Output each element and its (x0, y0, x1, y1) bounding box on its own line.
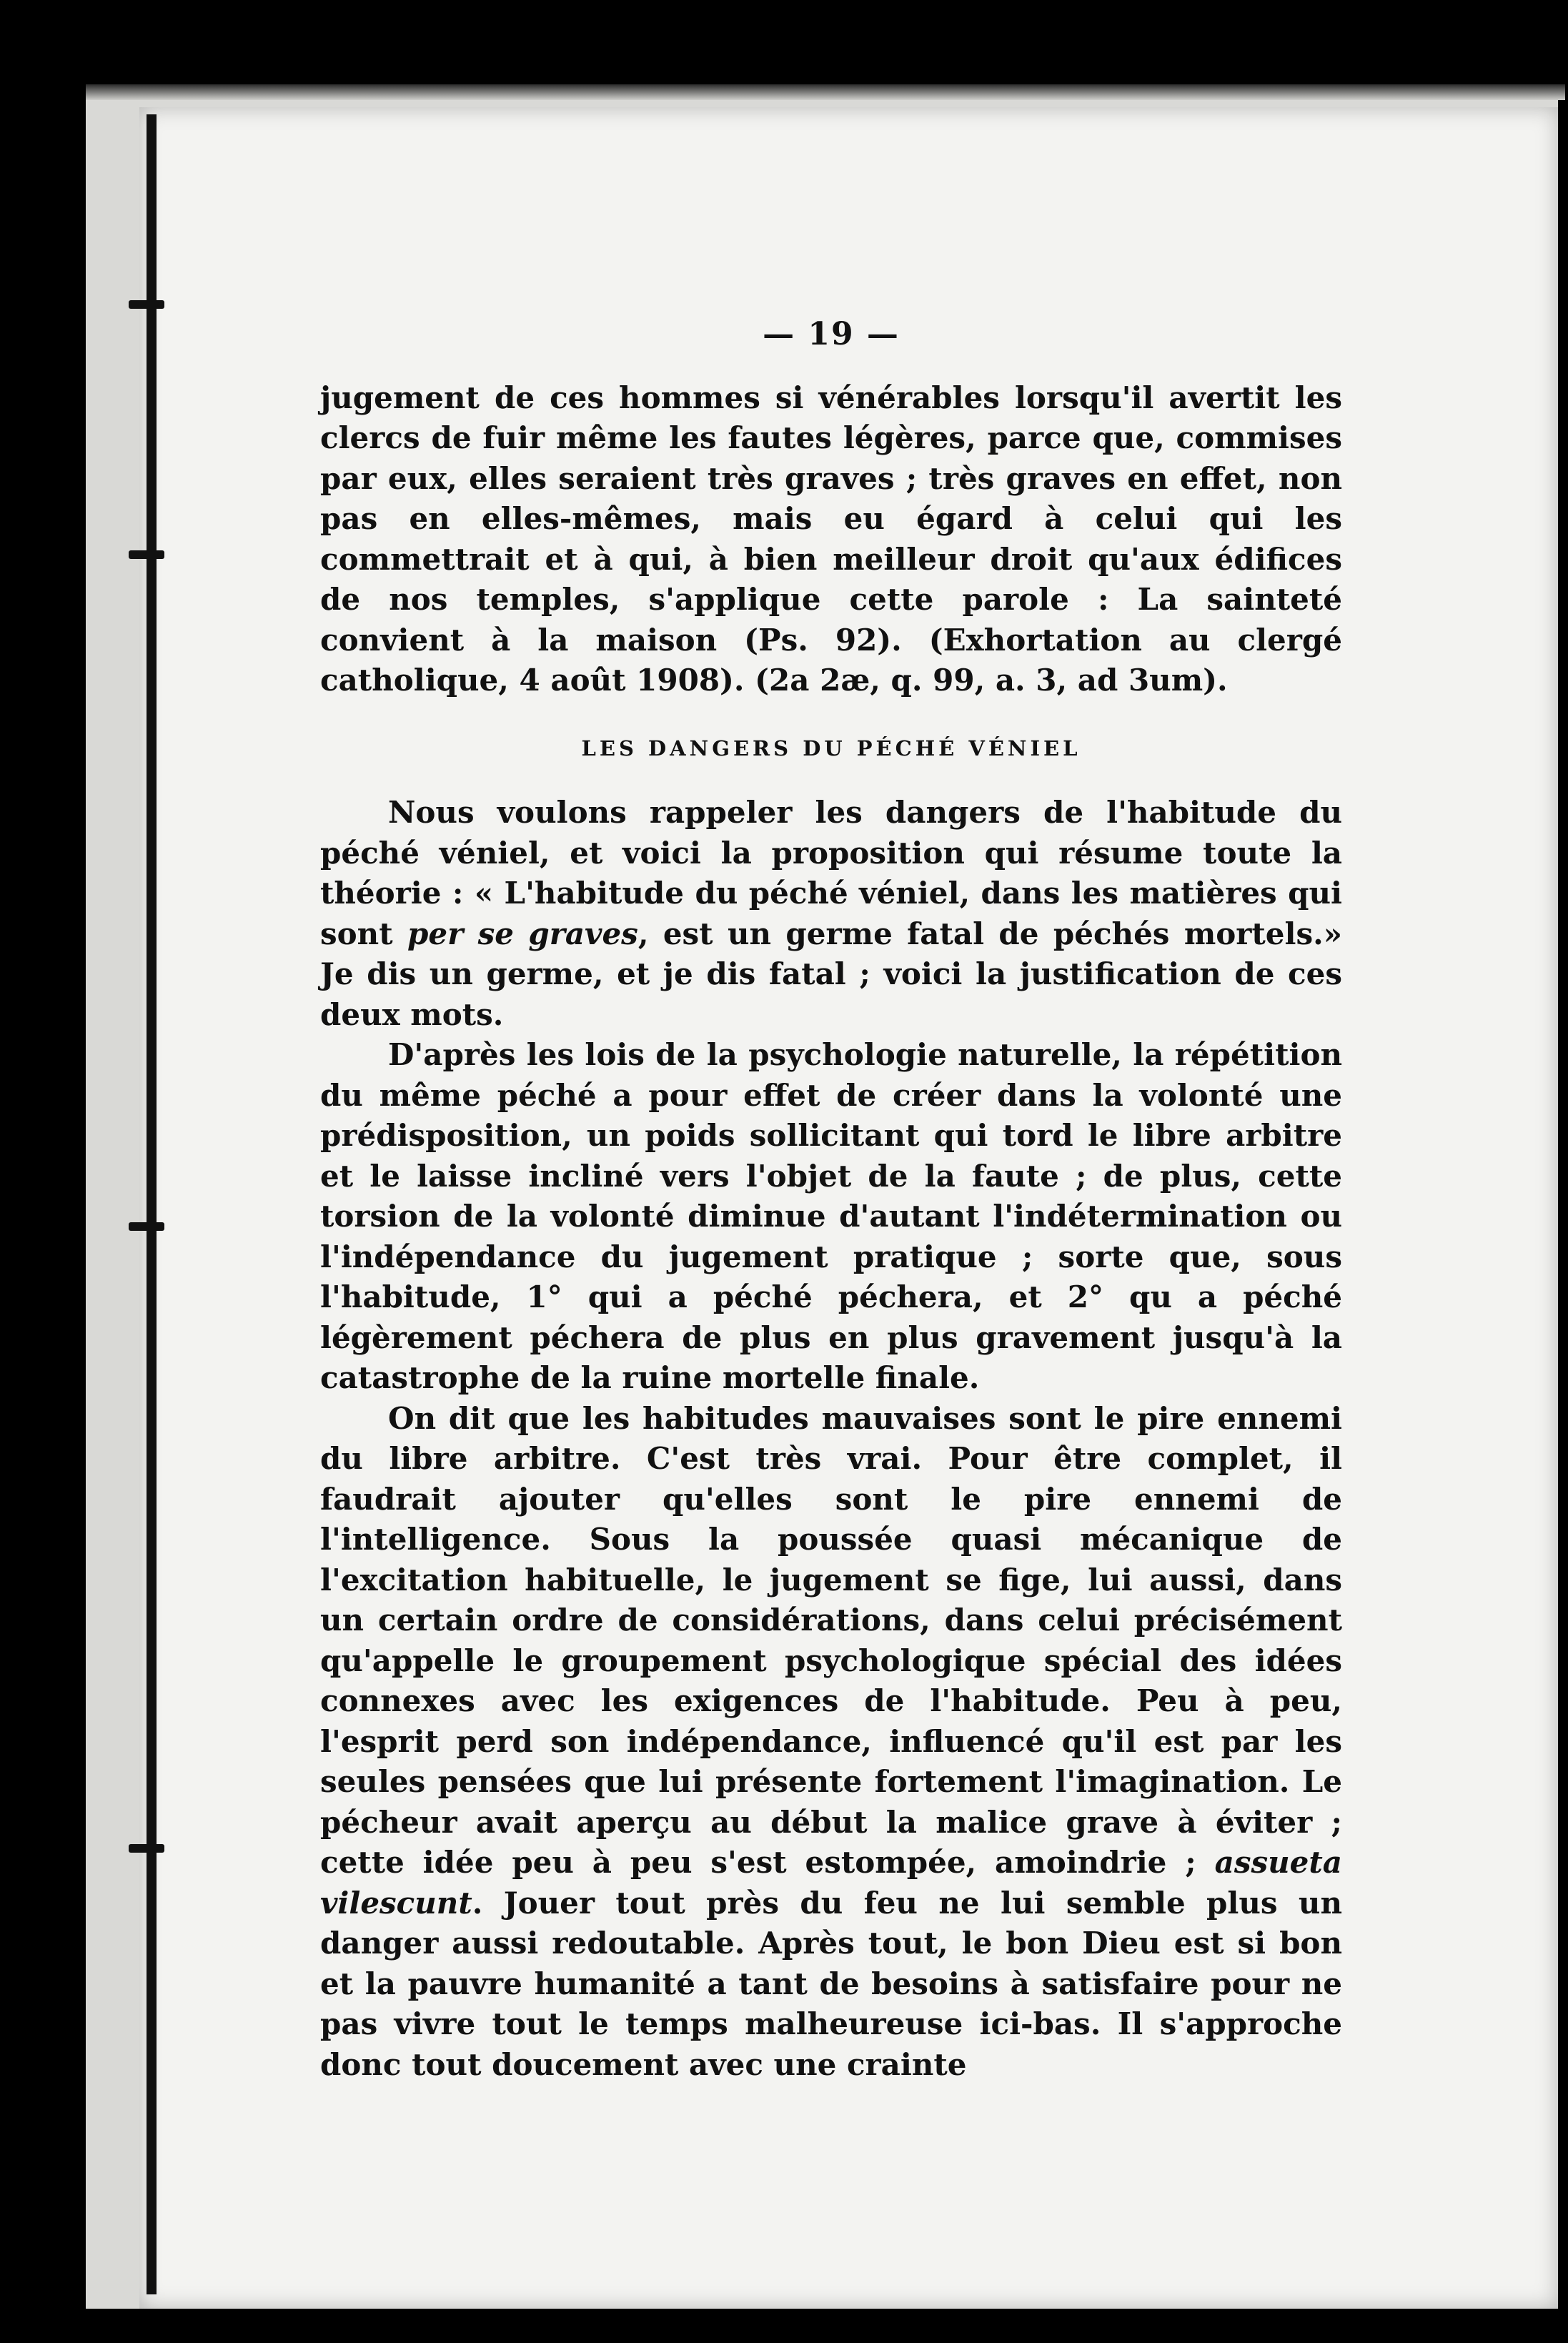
paragraph-3-text-a: On dit que les habitudes mauvaises sont le pire ennemi du libre arbitre. C'est très vrai. Pour être complet, il faudrait ajouter qu'elles sont le pire ennemi de l'intelligence. Sous la poussée quasi mécanique de l'excitation habituelle, le jugement se fige, lui aussi, dans un certain ordre de considérations, dans celui précisément qu'appelle le groupement psychologique spécial des idées connexes avec les exigences de l'habitude. Peu à peu, l'esprit perd son indépendance, influencé qu'il est par les seules pensées que lui présente fortement l'imagination. Le pécheur avait aperçu au début la malice grave à éviter ; cette idée peu à peu s'est estompée, amoindrie ; (320, 1400, 1342, 1880)
paragraph-1-text-b: , est un germe fatal de péchés mortels.» Je dis un germe, et je dis fatal ; voici la justification de ces deux mots. (320, 916, 1342, 1032)
page-top-edge (86, 84, 1565, 100)
paragraph-3-text-b: . Jouer tout près du feu ne lui semble plus un danger aussi redoutable. Après tout, le bon Dieu est si bon et la pauvre humanité a tant de besoins à satisfaire pour ne pas vivre tout le temps malheureuse ici-bas. Il s'approche donc tout doucement avec une crainte (320, 1885, 1342, 2082)
paragraph-1 (320, 793, 1342, 1035)
paragraph-3-italic: assueta vilescunt (320, 1845, 1342, 1921)
intro-paragraph (320, 378, 1342, 701)
page-text (320, 314, 1342, 2085)
paragraph-2-text: D'après les lois de la psychologie naturelle, la répétition du même péché a pour effet de créer dans la volonté une prédisposition, un poids sollicitant qui tord le libre arbitre et le laisse incliné vers l'objet de la faute ; de plus, cette torsion de la volonté diminue d'autant l'indétermination ou l'indépendance du jugement pratique ; sorte que, sous l'habitude, 1° qui a péché péchera, et 2° qu a péché légèrement péchera de plus en plus gravement jusqu'à la catastrophe de la ruine mortelle finale. (320, 1037, 1342, 1395)
paragraph-1-italic: per se graves (407, 916, 638, 951)
paragraph-2 (320, 1035, 1342, 1399)
binding-tick (129, 300, 164, 309)
section-heading: LES DANGERS DU PÉCHÉ VÉNIEL (581, 735, 1081, 761)
paragraph-3 (320, 1399, 1342, 2086)
binding-tick (129, 550, 164, 559)
binding-spine (147, 114, 157, 2294)
binding-tick (129, 1844, 164, 1853)
paragraph-1-text-a: Nous voulons rappeler les dangers de l'habitude du péché véniel, et voici la proposition qui résume toute la théorie : « L'habitude du péché véniel, dans les matières qui sont (320, 795, 1342, 951)
binding-tick (129, 1222, 164, 1231)
intro-paragraph-text: jugement de ces hommes si vénérables lorsqu'il avertit les clercs de fuir même les fautes légères, parce que, commises par eux, elles seraient très graves ; très graves en effet, non pas en elles-mêmes, mais eu égard à celui qui les commettrait et à qui, à bien meilleur droit qu'aux édifices de nos temples, s'applique cette parole : La sainteté convient à la maison (Ps. 92). (Exhortation au clergé catholique, 4 août 1908). (2a 2æ, q. 99, a. 3, ad 3um). (320, 380, 1342, 698)
page-number: — 19 — (763, 316, 900, 352)
